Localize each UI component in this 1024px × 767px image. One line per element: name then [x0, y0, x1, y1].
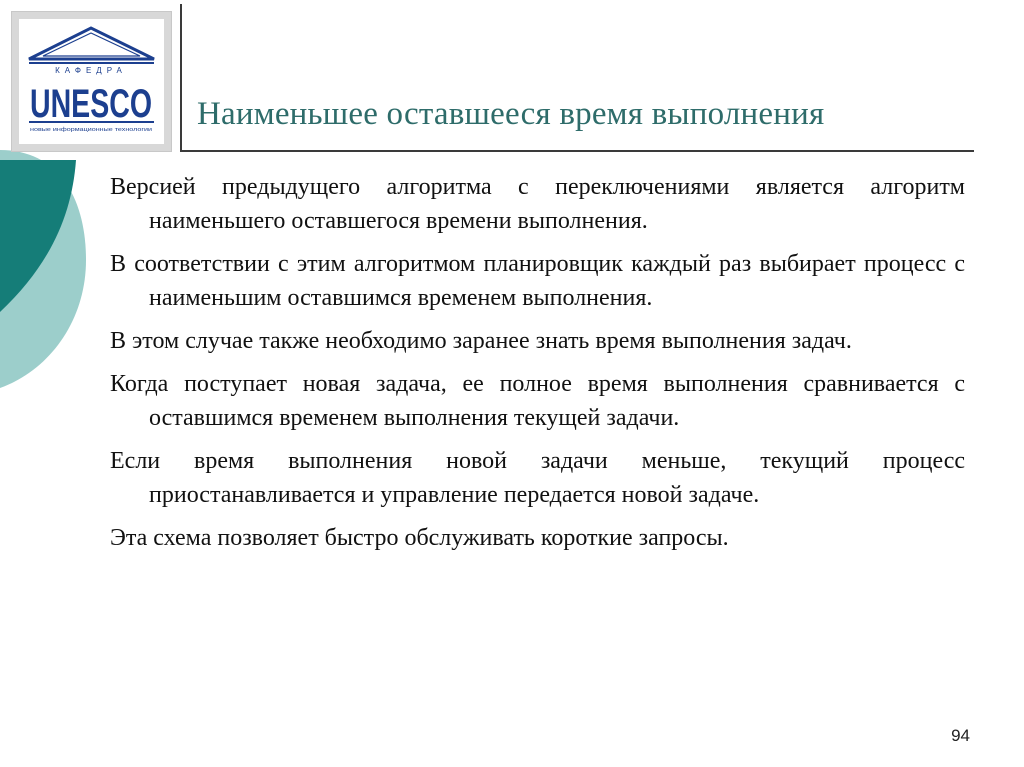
paragraph: Эта схема позволяет быстро обслуживать короткие запросы. [110, 525, 729, 551]
logo-wordmark: UNESCO [30, 82, 152, 126]
logo-bottom-text: новые информационные технологии [30, 127, 152, 133]
title-vertical-rule [180, 4, 182, 152]
title-horizontal-rule [180, 150, 974, 152]
paragraph: Если время выполнения новой задачи меньше, текущий процесс приостанавливается и управление передается новой задаче. [110, 448, 965, 508]
paragraph: В соответствии с этим алгоритмом планировщик каждый раз выбирает процесс с наименьшим оставшимся временем выполнения. [110, 251, 965, 311]
logo-panel [19, 19, 164, 144]
logo-top-text: КАФЕДРА [55, 66, 127, 75]
unesco-logo-graphic [19, 19, 164, 144]
slide-body [110, 170, 965, 564]
paragraph: В этом случае также необходимо заранее знать время выполнения задач. [110, 328, 852, 354]
unesco-logo [11, 11, 172, 152]
paragraph: Версией предыдущего алгоритма с переключениями является алгоритм наименьшего оставшегося времени выполнения. [110, 174, 965, 234]
slide-title: Наименьшее оставшееся время выполнения [197, 96, 825, 132]
page-number: 94 [951, 726, 970, 745]
paragraph: Когда поступает новая задача, ее полное время выполнения сравнивается с оставшимся временем выполнения текущей задачи. [110, 371, 965, 431]
